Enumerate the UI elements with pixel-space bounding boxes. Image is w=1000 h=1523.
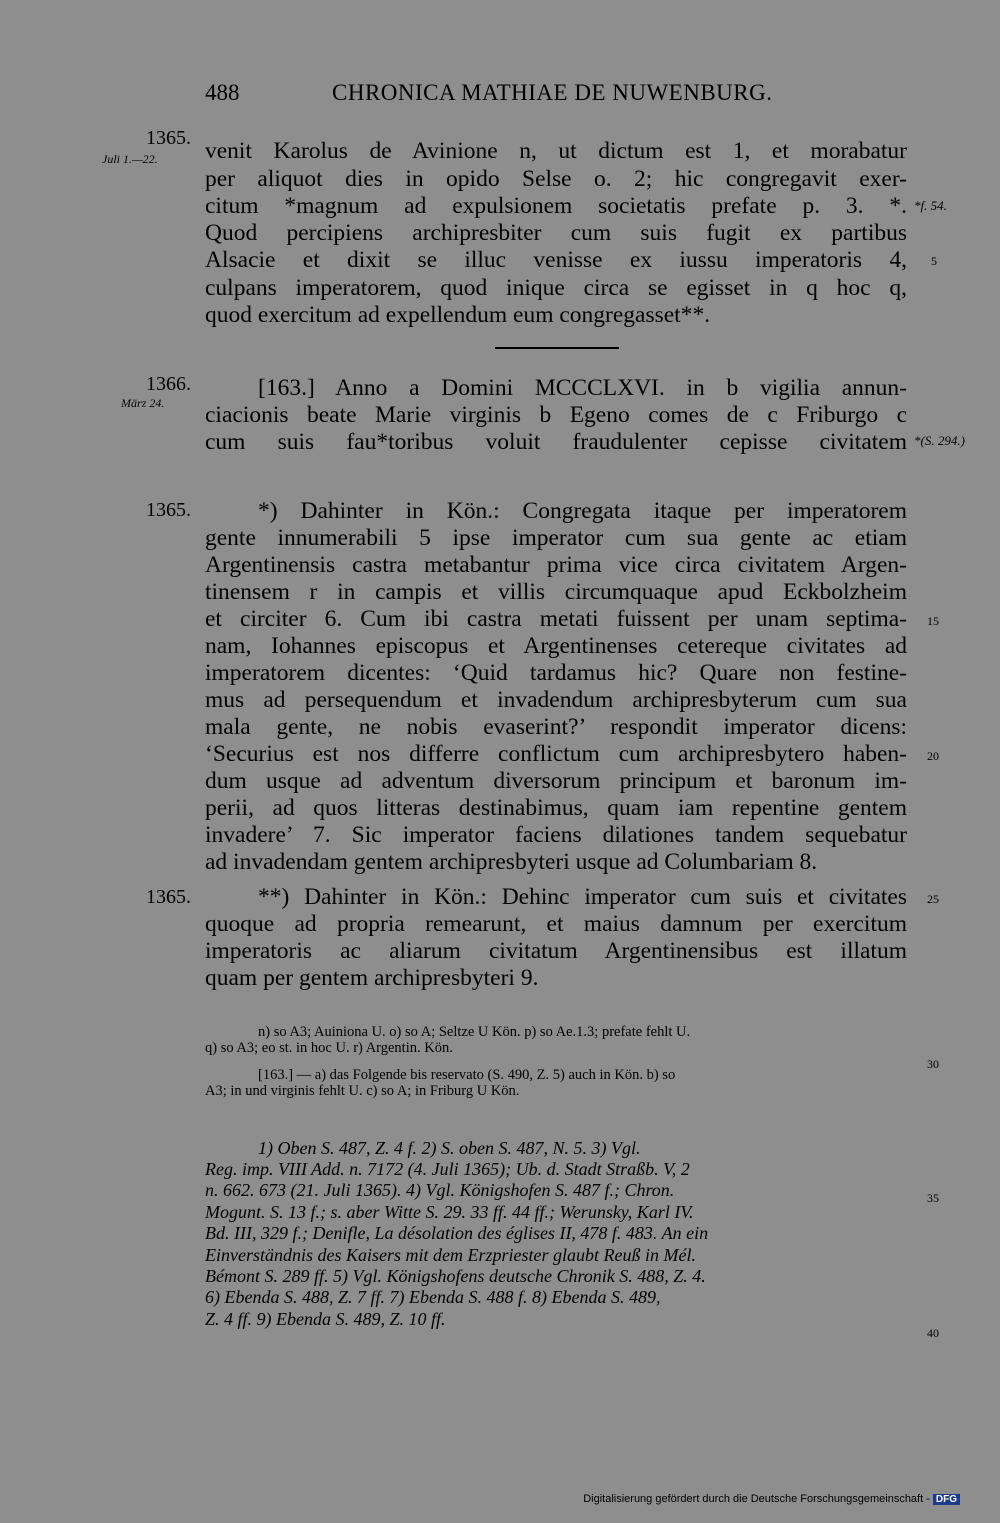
text-line: imperatorem dicentes: ‘Quid tardamus hic? Quare non festine- xyxy=(205,660,907,686)
credit-text: Digitalisierung gefördert durch die Deutsche Forschungsgemeinschaft - xyxy=(583,1493,930,1505)
text-line: venit Karolus de Avinione n, ut dictum est 1, et morabatur xyxy=(205,138,907,164)
footnote-line: 6) Ebenda S. 488, Z. 7 ff. 7) Ebenda S. 488 f. 8) Ebenda S. 489, xyxy=(205,1287,661,1307)
page-number: 488 xyxy=(205,80,240,105)
line-number: 25 xyxy=(927,892,939,906)
line-number: 15 xyxy=(927,614,939,628)
margin-year: 1366. xyxy=(146,373,191,395)
page-ref: *(S. 294.) xyxy=(914,433,965,448)
margin-year: 1365. xyxy=(146,499,191,521)
text-line: citum *magnum ad expulsionem societatis prefate p. 3. *. xyxy=(205,193,907,219)
text-line: et circiter 6. Cum ibi castra metati fuissent per unam septima- xyxy=(205,606,907,632)
text-line: [163.] Anno a Domini MCCCLXVI. in b vigilia annun- xyxy=(258,375,907,401)
text-line: Argentinensis castra metabantur prima vice circa civitatem Argen- xyxy=(205,552,907,578)
text-line: ad invadendam gentem archipresbyteri usque ad Columbariam 8. xyxy=(205,849,818,875)
footnote-line: Reg. imp. VIII Add. n. 7172 (4. Juli 1365); Ub. d. Stadt Straßb. V, 2 xyxy=(205,1159,690,1179)
text-line: perii, ad quos litteras destinabimus, quam iam repentine gentem xyxy=(205,795,907,821)
text-line: Alsacie et dixit se illuc venisse ex iussu imperatoris 4, xyxy=(205,247,907,273)
text-line: ‘Securius est nos differre conflictum cum archipresbytero haben- xyxy=(205,741,907,767)
line-number: 5 xyxy=(931,254,937,268)
text-line: quam per gentem archipresbyteri 9. xyxy=(205,965,539,991)
footnote-line: n. 662. 673 (21. Juli 1365). 4) Vgl. Königshofen S. 487 f.; Chron. xyxy=(205,1180,675,1200)
margin-date: Juli 1.—22. xyxy=(102,152,158,166)
funding-credit xyxy=(583,1493,960,1505)
text-line: **) Dahinter in Kön.: Dehinc imperator cum suis et civitates xyxy=(258,884,907,910)
margin-date: März 24. xyxy=(121,396,165,410)
text-line: *) Dahinter in Kön.: Congregata itaque per imperatorem xyxy=(258,498,907,524)
footnote-line: Mogunt. S. 13 f.; s. aber Witte S. 29. 33 ff. 44 ff.; Werunsky, Karl IV. xyxy=(205,1202,694,1222)
apparatus-line: n) so A3; Auiniona U. o) so A; Seltze U Kön. p) so Ae.1.3; prefate fehlt U. xyxy=(258,1024,691,1040)
footnote-line: Einverständnis des Kaisers mit dem Erzpriester glaubt Reuß in Mél. xyxy=(205,1245,696,1265)
line-number: 20 xyxy=(927,749,939,763)
text-line: nam, Iohannes episcopus et Argentinenses cetereque civitates ad xyxy=(205,633,907,659)
text-line: mala gente, ne nobis evaserint?’ respondit imperator dicens: xyxy=(205,714,907,740)
text-line: dum usque ad adventum diversorum principum et baronum im- xyxy=(205,768,907,794)
margin-year: 1365. xyxy=(146,886,191,908)
text-line: quoque ad propria remearunt, et maius damnum per exercitum xyxy=(205,911,907,937)
text-line: per aliquot dies in opido Selse o. 2; hic congregavit exer- xyxy=(205,166,907,192)
folio-ref: *f. 54. xyxy=(914,198,947,213)
text-line: cum suis fau*toribus voluit fraudulenter cepisse civitatem xyxy=(205,429,907,455)
text-line: ciacionis beate Marie virginis b Egeno comes de c Friburgo c xyxy=(205,402,907,428)
text-line: Quod percipiens archipresbiter cum suis fugit ex partibus xyxy=(205,220,907,246)
apparatus-line: A3; in und virginis fehlt U. c) so A; in Friburg U Kön. xyxy=(205,1083,520,1099)
text-line: invadere’ 7. Sic imperator faciens dilationes tandem sequebatur xyxy=(205,822,907,848)
dfg-logo: DFG xyxy=(933,1494,960,1505)
apparatus-line: [163.] — a) das Folgende bis reservato (S. 490, Z. 5) auch in Kön. b) so xyxy=(258,1067,676,1083)
text-line: culpans imperatorem, quod inique circa se egisset in q hoc q, xyxy=(205,275,907,301)
footnote-line: 1) Oben S. 487, Z. 4 f. 2) S. oben S. 487, N. 5. 3) Vgl. xyxy=(258,1138,641,1158)
text-line: quod exercitum ad expellendum eum congregasset**. xyxy=(205,302,711,328)
text-line: imperatoris ac aliarum civitatum Argentinensibus est illatum xyxy=(205,938,907,964)
footnote-line: Bémont S. 289 ff. 5) Vgl. Königshofens deutsche Chronik S. 488, Z. 4. xyxy=(205,1266,706,1286)
line-number: 30 xyxy=(927,1057,939,1071)
section-divider xyxy=(495,347,619,349)
margin-year: 1365. xyxy=(146,127,191,149)
running-title: CHRONICA MATHIAE DE NUWENBURG. xyxy=(332,80,773,105)
text-line: gente innumerabili 5 ipse imperator cum sua gente ac etiam xyxy=(205,525,907,551)
footnote-line: Bd. III, 329 f.; Denifle, La désolation des églises II, 478 f. 483. An ein xyxy=(205,1223,709,1243)
footnote-line: Z. 4 ff. 9) Ebenda S. 489, Z. 10 ff. xyxy=(205,1309,446,1329)
line-number: 35 xyxy=(927,1191,939,1205)
line-number: 40 xyxy=(927,1326,939,1340)
text-line: mus ad persequendum et invadendum archipresbyterum cum sua xyxy=(205,687,907,713)
apparatus-line: q) so A3; eo st. in hoc U. r) Argentin. Kön. xyxy=(205,1040,453,1056)
text-line: tinensem r in campis et villis circumquaque apud Eckbolzheim xyxy=(205,579,907,605)
